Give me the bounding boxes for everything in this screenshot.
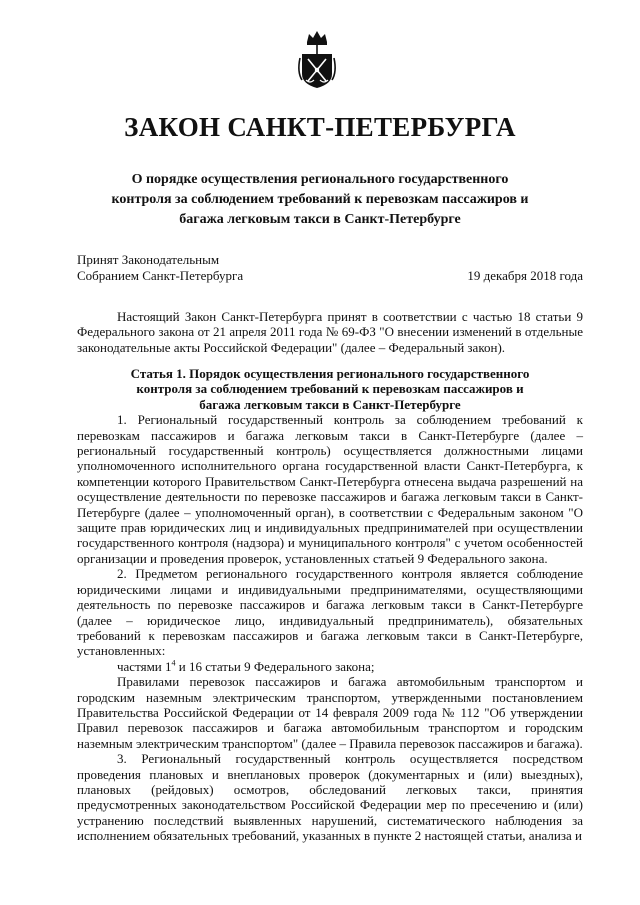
adoption-date: 19 декабря 2018 года (467, 268, 583, 283)
adoption-info (77, 252, 243, 284)
document-title-line: контроля за соблюдением требований к перевозкам пассажиров и (111, 192, 529, 207)
intro-paragraph (77, 309, 583, 355)
adoption-line: Собранием Санкт-Петербурга (77, 268, 244, 283)
document-title-line: багажа легковым такси в Санкт-Петербурге (179, 212, 461, 227)
article-1-paragraph-2-item-1 (77, 659, 583, 674)
adoption-line: Принят Законодательным (77, 252, 220, 267)
item-text: частями 1 (117, 658, 172, 674)
item-superscript: 4 (171, 658, 176, 668)
article-1-paragraph-2-item-2: Правилами перевозок пассажиров и багажа автомобильным транспортом и городским наземным электрическим транспортом, утвержденными постановлением Правительства Российской Федерации от 14 февраля 2009 года № 112 "Об утверждении Правил перевозок пассажиров и багажа автомобильным транспортом и городским наземным электрическим транспортом" (далее – Правила перевозок пассажиров и багажа). (77, 674, 583, 751)
law-title: ЗАКОН САНКТ-ПЕТЕРБУРГА (124, 112, 516, 142)
article-1 (77, 366, 583, 844)
article-1-paragraph-3: 3. Региональный государственный контроль осуществляется посредством проведения плановых и внеплановых проверок (документарных и (или) выездных), плановых (рейдовых) осмотров, обследований легковых такси, принятия предусмотренных законодательством Российской Федерации мер по пресечению и (или) устранению последствий выявленных нарушений, систематического наблюдения за исполнением обязательных требований, указанных в пункте 2 настоящей статьи, анализа и (77, 751, 583, 844)
article-1-paragraph-1: 1. Региональный государственный контроль за соблюдением требований к перевозкам пассажиров и багажа легковым такси в Санкт-Петербурге (далее – региональный государственный контроль) осуществляется должностными лицами уполномоченного исполнительного органа государственной власти Санкт-Петербурга, к компетенции которого Правительством Санкт-Петербурга отнесена выдача разрешений на осуществление деятельности по перевозке пассажиров и багажа легковым такси в Санкт-Петербурге (далее – уполномоченный орган), в соответствии с Федеральным законом "О защите прав юридических лиц и индивидуальных предпринимателей при осуществлении государственного контроля (надзора) и муниципального контроля" с учетом особенностей организации и проведения проверок, установленных статьей 9 Федерального закона. (77, 412, 583, 566)
intro-text: Настоящий Закон Санкт-Петербурга принят в соответствии с частью 18 статьи 9 Федерального закона от 21 апреля 2011 года № 69-ФЗ "О внесении изменений в отдельные законодательные акты Российской Федерации" (далее – Федеральный закон). (77, 309, 583, 355)
saint-petersburg-coat-of-arms-icon (296, 28, 338, 90)
article-1-heading: Статья 1. Порядок осуществления регионального государственного контроля за соблюдением требований к перевозкам пассажиров и багажа легковым такси в Санкт-Петербурге (130, 366, 530, 412)
document-title (80, 170, 560, 230)
item-text: и 16 статьи 9 Федерального закона; (175, 658, 375, 674)
document-title-line: О порядке осуществления регионального государственного (131, 172, 509, 187)
article-1-paragraph-2: 2. Предметом регионального государственного контроля является соблюдение юридическими лицами и индивидуальными предпринимателями, осуществляющими деятельность по перевозке пассажиров и багажа легковым такси в Санкт-Петербурге (далее – юридическое лицо, индивидуальный предприниматель), обязательных требований к перевозкам пассажиров и багажа легковым такси в Санкт-Петербурге, установленных: (77, 566, 583, 659)
